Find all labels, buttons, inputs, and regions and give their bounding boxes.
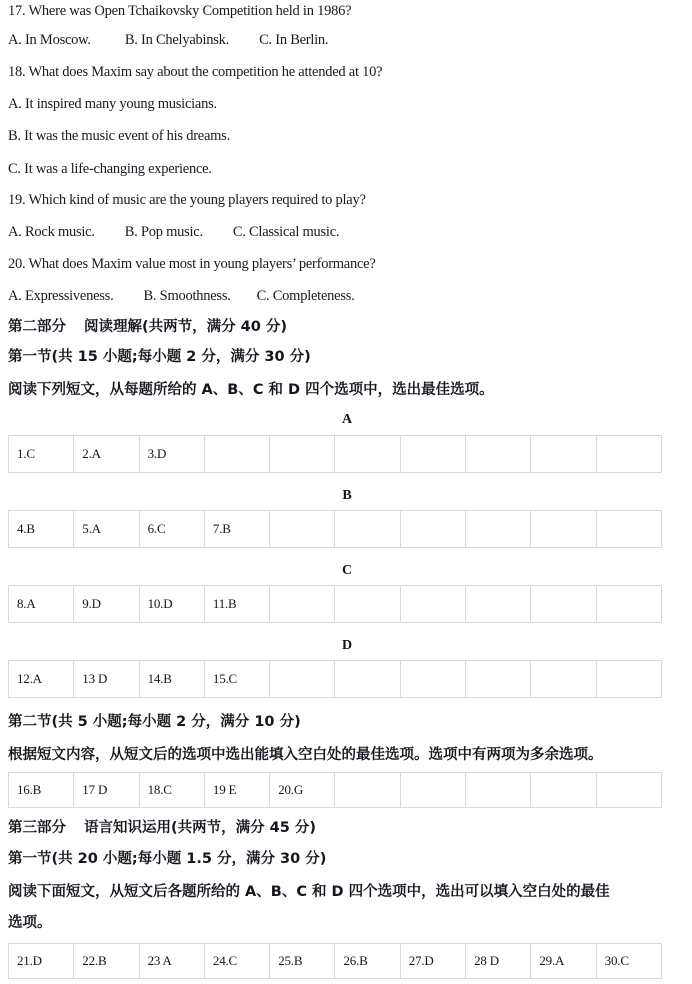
answer-cell[interactable]: 9.D (74, 586, 139, 623)
answer-cell[interactable] (531, 436, 596, 473)
part-two-heading-prefix: 第二部分 (8, 319, 66, 335)
table-row (9, 773, 662, 808)
answer-table-16-20 (8, 772, 662, 808)
option-20-c: C. Completeness. (256, 288, 355, 304)
answer-cell[interactable]: 26.B (335, 944, 400, 979)
answer-cell[interactable] (270, 661, 335, 698)
answer-cell[interactable]: 6.C (139, 511, 204, 548)
part-two-heading (8, 318, 287, 336)
part-three-heading-prefix: 第三部分 (8, 820, 66, 836)
answer-cell[interactable]: 1.C (9, 436, 74, 473)
answer-table-21-30 (8, 943, 662, 979)
question-stem-19: 19. Which kind of music are the young players required to play? (8, 192, 366, 208)
question-options-17 (8, 32, 328, 48)
answer-cell[interactable] (466, 586, 531, 623)
answer-cell[interactable] (335, 586, 400, 623)
answer-table-label-a: A (341, 412, 353, 427)
part-two-section-one-instruction: 阅读下列短文，从每题所给的 A、B、C 和 D 四个选项中，选出最佳选项。 (8, 382, 494, 398)
answer-cell[interactable] (335, 511, 400, 548)
answer-cell[interactable] (531, 586, 596, 623)
answer-cell[interactable] (596, 661, 661, 698)
answer-cell[interactable] (531, 511, 596, 548)
answer-cell[interactable]: 5.A (74, 511, 139, 548)
answer-cell[interactable] (335, 436, 400, 473)
table-row (9, 661, 662, 698)
answer-cell[interactable] (466, 661, 531, 698)
option-19-b: B. Pop music. (124, 224, 203, 240)
question-stem-20: 20. What does Maxim value most in young players’ performance? (8, 256, 376, 272)
option-19-c: C. Classical music. (232, 224, 340, 240)
option-20-b: B. Smoothness. (143, 288, 231, 304)
answer-cell[interactable] (466, 511, 531, 548)
part-two-heading-title: 阅读理解(共两节，满分 40 分) (84, 319, 288, 335)
answer-cell[interactable]: 19 E (204, 773, 269, 808)
part-three-section-one-instruction-line2: 选项。 (8, 915, 52, 931)
answer-cell[interactable] (596, 773, 661, 808)
answer-cell[interactable]: 21.D (9, 944, 74, 979)
answer-cell[interactable] (400, 661, 465, 698)
answer-cell[interactable]: 24.C (204, 944, 269, 979)
option-18-c: C. It was a life-changing experience. (8, 161, 212, 177)
answer-cell[interactable]: 28 D (466, 944, 531, 979)
answer-cell[interactable]: 27.D (400, 944, 465, 979)
answer-cell[interactable] (270, 586, 335, 623)
answer-cell[interactable] (400, 436, 465, 473)
answer-cell[interactable] (531, 661, 596, 698)
option-19-a: A. Rock music. (8, 224, 95, 240)
question-stem-17: 17. Where was Open Tchaikovsky Competition held in 1986? (8, 3, 352, 19)
option-18-a: A. It inspired many young musicians. (8, 96, 217, 112)
table-row (9, 436, 662, 473)
option-17-a: A. In Moscow. (8, 32, 91, 48)
answer-cell[interactable]: 22.B (74, 944, 139, 979)
option-18-b: B. It was the music event of his dreams. (8, 128, 230, 144)
answer-cell[interactable]: 15.C (204, 661, 269, 698)
answer-cell[interactable] (466, 436, 531, 473)
question-options-20 (8, 288, 355, 304)
answer-cell[interactable]: 29.A (531, 944, 596, 979)
answer-cell[interactable]: 11.B (204, 586, 269, 623)
answer-cell[interactable] (596, 586, 661, 623)
answer-table-d (8, 660, 662, 698)
answer-table-label-c: C (341, 563, 353, 578)
answer-cell[interactable]: 12.A (9, 661, 74, 698)
answer-cell[interactable]: 3.D (139, 436, 204, 473)
answer-cell[interactable]: 4.B (9, 511, 74, 548)
answer-cell[interactable]: 14.B (139, 661, 204, 698)
answer-table-a (8, 435, 662, 473)
answer-cell[interactable] (335, 661, 400, 698)
option-17-c: C. In Berlin. (259, 32, 329, 48)
table-row (9, 511, 662, 548)
answer-cell[interactable] (335, 773, 400, 808)
answer-cell[interactable]: 8.A (9, 586, 74, 623)
option-20-a: A. Expressiveness. (8, 288, 114, 304)
answer-cell[interactable]: 10.D (139, 586, 204, 623)
answer-cell[interactable]: 20.G (270, 773, 335, 808)
answer-cell[interactable]: 17 D (74, 773, 139, 808)
option-17-b: B. In Chelyabinsk. (124, 32, 230, 48)
part-three-section-one-instruction-line1: 阅读下面短文，从短文后各题所给的 A、B、C 和 D 四个选项中，选出可以填入空白处的最佳 (8, 884, 610, 900)
answer-cell[interactable]: 30.C (596, 944, 661, 979)
answer-cell[interactable] (270, 511, 335, 548)
answer-cell[interactable]: 13 D (74, 661, 139, 698)
answer-cell[interactable] (204, 436, 269, 473)
question-stem-18: 18. What does Maxim say about the competition he attended at 10? (8, 64, 383, 80)
answer-table-c (8, 585, 662, 623)
answer-cell[interactable] (596, 511, 661, 548)
answer-cell[interactable] (270, 436, 335, 473)
answer-cell[interactable] (531, 773, 596, 808)
table-row (9, 586, 662, 623)
part-three-heading-title: 语言知识运用(共两节，满分 45 分) (84, 820, 317, 836)
answer-cell[interactable] (466, 773, 531, 808)
part-three-heading (8, 819, 316, 837)
answer-cell[interactable]: 23 A (139, 944, 204, 979)
answer-cell[interactable]: 2.A (74, 436, 139, 473)
answer-cell[interactable]: 7.B (204, 511, 269, 548)
answer-cell[interactable] (400, 511, 465, 548)
table-row (9, 944, 662, 979)
answer-cell[interactable] (400, 773, 465, 808)
answer-cell[interactable]: 18.C (139, 773, 204, 808)
answer-table-b (8, 510, 662, 548)
answer-cell[interactable]: 25.B (270, 944, 335, 979)
part-two-section-two-heading: 第二节(共 5 小题;每小题 2 分，满分 10 分) (8, 714, 301, 730)
answer-cell[interactable]: 16.B (9, 773, 74, 808)
part-two-section-two-instruction: 根据短文内容，从短文后的选项中选出能填入空白处的最佳选项。选项中有两项为多余选项。 (8, 747, 603, 763)
answer-table-label-d: D (341, 638, 353, 653)
answer-cell[interactable] (596, 436, 661, 473)
question-options-19 (8, 224, 339, 240)
part-two-section-one-heading: 第一节(共 15 小题;每小题 2 分，满分 30 分) (8, 349, 311, 365)
answer-cell[interactable] (400, 586, 465, 623)
answer-table-label-b: B (342, 488, 352, 503)
part-three-section-one-heading: 第一节(共 20 小题;每小题 1.5 分，满分 30 分) (8, 851, 327, 867)
